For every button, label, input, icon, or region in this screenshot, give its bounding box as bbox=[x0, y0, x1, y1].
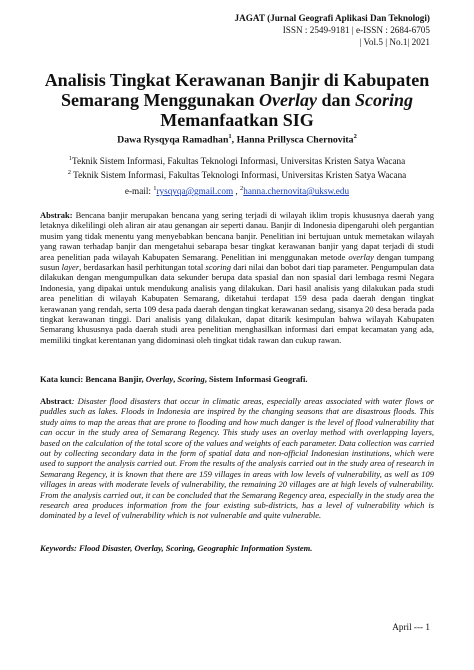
title-line-3: Memanfaatkan SIG bbox=[160, 110, 314, 130]
affiliation-2: $^2$ Teknik Sistem Informasi, Fakultas Teknologi Informasi, Universitas Kristen Satya Wacana bbox=[67, 169, 407, 181]
kata-kunci: Kata kunci: Bencana Banjir, Overlay, Scoring, Sistem Informasi Geografi. bbox=[40, 374, 308, 384]
email-link-2[interactable]: hanna.chernovita@uksw.edu bbox=[243, 186, 350, 197]
paper-title bbox=[40, 70, 434, 130]
author-2: Hanna Prillysca Chernovita bbox=[236, 134, 354, 146]
abstrak-label: Abstrak: bbox=[40, 210, 73, 220]
page-footer: April --- 1 bbox=[392, 622, 430, 632]
title-line-1: Analisis Tingkat Kerawanan Banjir di Kabupaten bbox=[44, 70, 430, 90]
authors: Dawa Rysqyqa Ramadhan$^1$, Hanna Prillysca Chernovita$^2$ bbox=[117, 133, 357, 146]
author-1: Dawa Rysqyqa Ramadhan bbox=[117, 134, 229, 146]
email-line: e-mail: $^1$rysqyqa@gmail.com , $^2$hanna.chernovita@uksw.edu bbox=[124, 185, 350, 197]
journal-name: JAGAT (Jurnal Geografi Aplikasi Dan Teknologi) bbox=[234, 13, 430, 23]
title-line-2: Semarang Menggunakan Overlay dan Scoring bbox=[60, 90, 414, 110]
affiliation-1: $^1$Teknik Sistem Informasi, Fakultas Teknologi Informasi, Universitas Kristen Satya Wacana bbox=[68, 155, 406, 167]
journal-volume: | Vol.5 | No.1| 2021 bbox=[359, 37, 430, 47]
abstrak-section: Abstrak: Bencana banjir merupakan bencana yang sering terjadi di wilayah iklim tropis khususnya daerah yang letaknya dikelilingi oleh aliran air atau genangan air seperti danau. Banjir di Indonesia dipengaruhi oleh pergantian musim yang tidak menentu yang menyebabkan bencana banjir. Penelitian ini bertujuan untuk memetakan wilayah yang rawan terhadap banjir dan mengetahui sebarapa besar tingkat kerawanan banjir yang dapat terjadi di studi area penelitian pada wilayah Kabupaten Semarang. Penelitian ini menggunakan metode overlay dengan tumpang susun layer, berdasarkan hasil perhitungan total scoring dari nilai dan bobot dari tiap parameter. Pengumpulan data dilakukan dengan mengumpulkan data sekunder berupa data spasial dan non spasial dari lembaga resmi Negara Indonesia, yang dipakai untuk mendukung analisis yang dilakukan. Dari hasil analisis yang dilakukan pada studi area penelitian di wilayah Kabupaten Semarang, diketahui terdapat 159 desa pada daerah dengan tingkat kerawanan yang rendah, serta 109 desa pada daerah dengan tingkat kerawanan sedang, sisanya 20 desa berada pada tingkat kerawanan tinggi. Dari analisis yang dilakukan, dapat ditarik kesimpulan bahwa wilayah Kabupaten Semarang khususnya pada daerah studi area penelitian menghasilkan informasi dari empat kecamatan yang ada, memiliki tingkat kerentanan yang didominasi oleh tingkat tidak rawan dan cukup rawan. bbox=[40, 210, 435, 345]
abstract-en-section: Abstract: Disaster flood disasters that occur in climatic areas, especially areas associated with water flows or puddles such as lakes. Floods in Indonesia are inspired by the changing seasons that are disastrous floods. This study aims to map the areas that are prone to flooding and how much danger is the level of flood vulnerability that can occur in the study area of Semarang Regency. This study uses an overlay method with overlapping layers, based on the calculation of the total score of the values and weights of each parameter. Data collection was carried out by collecting secondary data in the form of spatial data and non-official Indonesian institutions, which were used to support the analysis carried out. From the results of the analysis carried out in the study area of research in Semarang Regency, it is known that there are 159 villages in areas with low levels of vulnerability, as well as 109 villages in areas with moderate levels of vulnerability, the remaining 20 villages are at high levels of vulnerability. From the analysis carried out, it can be concluded that the Semarang Regency area, especially in the study area the research area produces information from the four existing sub-districts, has a level of vulnerability which is dominated by a level of vulnerability which is not vulnerable and quite vulnerable. bbox=[40, 396, 434, 521]
abstract-en-label: Abstract bbox=[40, 396, 72, 406]
keywords: Keywords: Flood Disaster, Overlay, Scoring, Geographic Information System. bbox=[40, 543, 313, 553]
journal-issn: ISSN : 2549-9181 | e-ISSN : 2684-6705 bbox=[282, 25, 430, 35]
journal-header bbox=[235, 12, 430, 48]
email-link-1[interactable]: rysqyqa@gmail.com bbox=[156, 186, 234, 197]
affiliations bbox=[40, 153, 434, 181]
